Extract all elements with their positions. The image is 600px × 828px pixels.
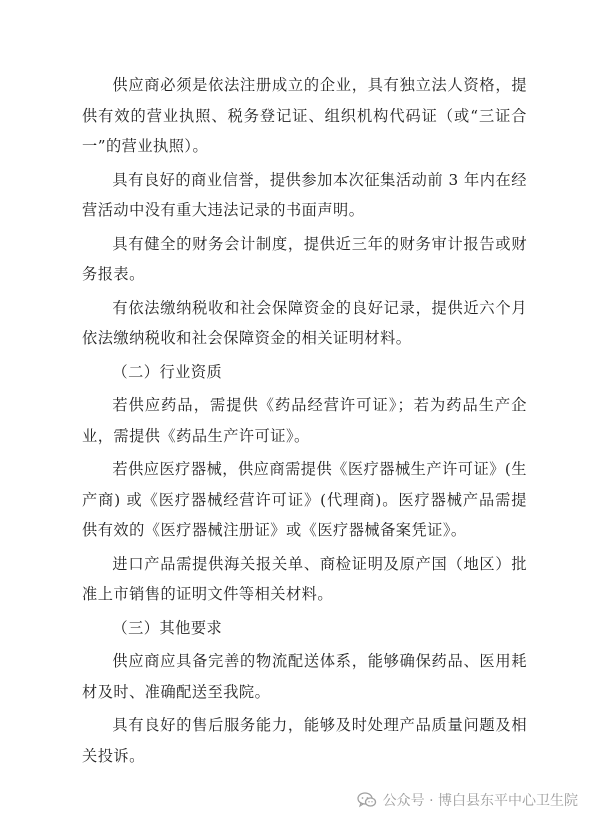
paragraph-after-sales: 具有良好的售后服务能力，能够及时处理产品质量问题及相关投诉。 xyxy=(82,716,527,765)
paragraph-legal-entity: 供应商必须是依法注册成立的企业，具有独立法人资格，提供有效的营业执照、税务登记证、组织机构代码证（或“三证合一”的营业执照）。 xyxy=(82,76,527,155)
paragraph-device-license: 若供应医疗器械，供应商需提供《医疗器械生产许可证》(生产商) 或《医疗器械经营许可证》(代理商)。医疗器械产品需提供有效的《医疗器械注册证》或《医疗器械备案凭证》。 xyxy=(82,460,527,539)
paragraph-logistics: 供应商应具备完善的物流配送体系，能够确保药品、医用耗材及时、准确配送至我院。 xyxy=(82,652,527,701)
paragraph-financial-system: 具有健全的财务会计制度，提供近三年的财务审计报告或财务报表。 xyxy=(82,234,527,283)
paragraph-tax-record: 有依法缴纳税收和社会保障资金的良好记录，提供近六个月依法缴纳税收和社会保障资金的相关证明材料。 xyxy=(82,298,527,347)
paragraph-business-reputation: 具有良好的商业信誉，提供参加本次征集活动前 3 年内在经营活动中没有重大违法记录的书面声明。 xyxy=(82,170,527,219)
paragraph-import-products: 进口产品需提供海关报关单、商检证明及原产国（地区）批准上市销售的证明文件等相关材料。 xyxy=(82,554,527,603)
wechat-icon xyxy=(357,792,377,808)
document-body xyxy=(82,70,527,774)
watermark-text: 公众号 · 博白县东平中心卫生院 xyxy=(382,793,578,809)
section-heading-industry-qualification: （二）行业资质 xyxy=(112,362,223,381)
paragraph-drug-license: 若供应药品，需提供《药品经营许可证》；若为药品生产企业，需提供《药品生产许可证》。 xyxy=(82,396,527,445)
section-heading-other-requirements: （三）其他要求 xyxy=(112,618,223,637)
wechat-watermark xyxy=(357,790,578,810)
